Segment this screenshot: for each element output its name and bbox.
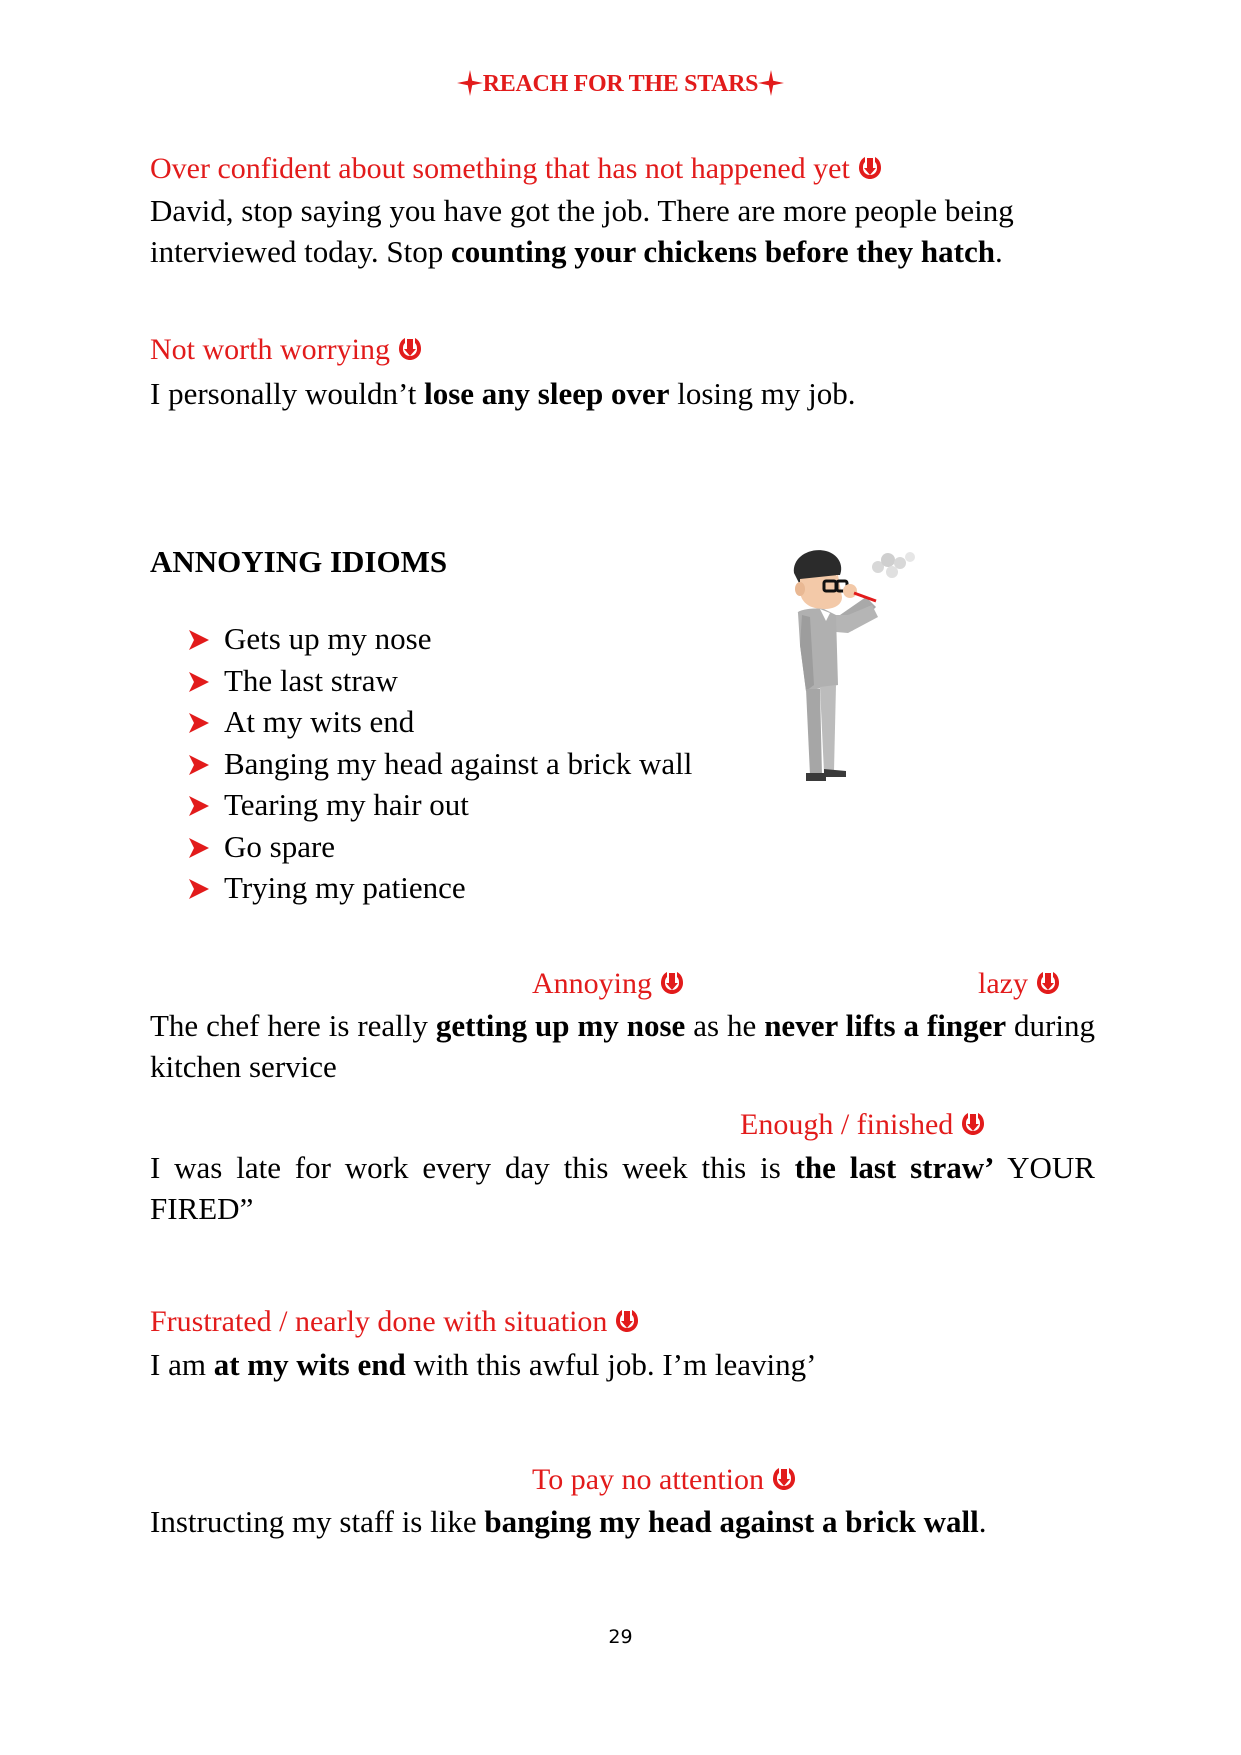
arrowhead-bullet-icon bbox=[188, 754, 210, 776]
down-arrow-icon bbox=[660, 970, 684, 996]
paragraph: I was late for work every day this week this is the last straw’ YOUR FIRED” bbox=[150, 1150, 1095, 1226]
cue-text: Over confident about something that has not happened yet bbox=[150, 152, 850, 185]
idiom: getting up my nose bbox=[435, 1008, 686, 1043]
cue-label bbox=[740, 1106, 985, 1144]
arrowhead-bullet-icon bbox=[188, 837, 210, 859]
cue-label bbox=[150, 150, 882, 188]
section-title: ANNOYING IDIOMS bbox=[150, 544, 448, 579]
paragraph: David, stop saying you have got the job. There are more people being interviewed today. Stop counting your chickens before they hatch. bbox=[150, 193, 1014, 269]
paragraph: I am at my wits end with this awful job. I’m leaving’ bbox=[150, 1347, 817, 1382]
arrowhead-bullet-icon bbox=[188, 671, 210, 693]
idiom: the last straw’ bbox=[794, 1150, 995, 1185]
list-item: At my wits end bbox=[188, 701, 692, 743]
list-item: Tearing my hair out bbox=[188, 784, 692, 826]
cue-text: Enough / finished bbox=[740, 1108, 954, 1141]
paragraph: I personally wouldn’t lose any sleep over losing my job. bbox=[150, 376, 856, 411]
cue-label bbox=[150, 1303, 639, 1341]
list-item: Trying my patience bbox=[188, 867, 692, 909]
paragraph: The chef here is really getting up my nose as he never lifts a finger during kitchen service bbox=[150, 1008, 1095, 1084]
list-item: Banging my head against a brick wall bbox=[188, 743, 692, 785]
arrowhead-bullet-icon bbox=[188, 878, 210, 900]
man-figure-icon bbox=[780, 545, 920, 785]
cue-text: lazy bbox=[978, 967, 1028, 1000]
cue-label bbox=[150, 331, 422, 369]
star-icon bbox=[758, 70, 784, 96]
idiom: counting your chickens before they hatch bbox=[451, 234, 995, 269]
list-item: The last straw bbox=[188, 660, 692, 702]
idiom: never lifts a finger bbox=[764, 1008, 1007, 1043]
idiom-list bbox=[188, 618, 692, 909]
page-header bbox=[0, 70, 1241, 98]
paragraph: Instructing my staff is like banging my head against a brick wall. bbox=[150, 1504, 987, 1539]
down-arrow-icon bbox=[772, 1466, 796, 1492]
arrowhead-bullet-icon bbox=[188, 712, 210, 734]
cue-label bbox=[532, 1461, 796, 1499]
down-arrow-icon bbox=[398, 336, 422, 362]
arrowhead-bullet-icon bbox=[188, 629, 210, 651]
list-item: Gets up my nose bbox=[188, 618, 692, 660]
header-title: REACH FOR THE STARS bbox=[482, 71, 759, 97]
cue-text: Not worth worrying bbox=[150, 333, 390, 366]
cue-text: To pay no attention bbox=[532, 1463, 765, 1496]
cue-label bbox=[532, 965, 684, 1003]
down-arrow-icon bbox=[615, 1308, 639, 1334]
list-item: Go spare bbox=[188, 826, 692, 868]
idiom: banging my head against a brick wall bbox=[484, 1504, 979, 1539]
arrowhead-bullet-icon bbox=[188, 795, 210, 817]
star-icon bbox=[457, 70, 483, 96]
frustrated-man-illustration bbox=[780, 545, 920, 790]
page-number: 29 bbox=[608, 1626, 633, 1648]
cue-text: Annoying bbox=[532, 967, 652, 1000]
down-arrow-icon bbox=[1036, 970, 1060, 996]
cue-text: Frustrated / nearly done with situation bbox=[150, 1305, 608, 1338]
down-arrow-icon bbox=[858, 155, 882, 181]
cue-label bbox=[978, 965, 1060, 1003]
down-arrow-icon bbox=[961, 1111, 985, 1137]
idiom: lose any sleep over bbox=[424, 376, 670, 411]
idiom: at my wits end bbox=[213, 1347, 406, 1382]
